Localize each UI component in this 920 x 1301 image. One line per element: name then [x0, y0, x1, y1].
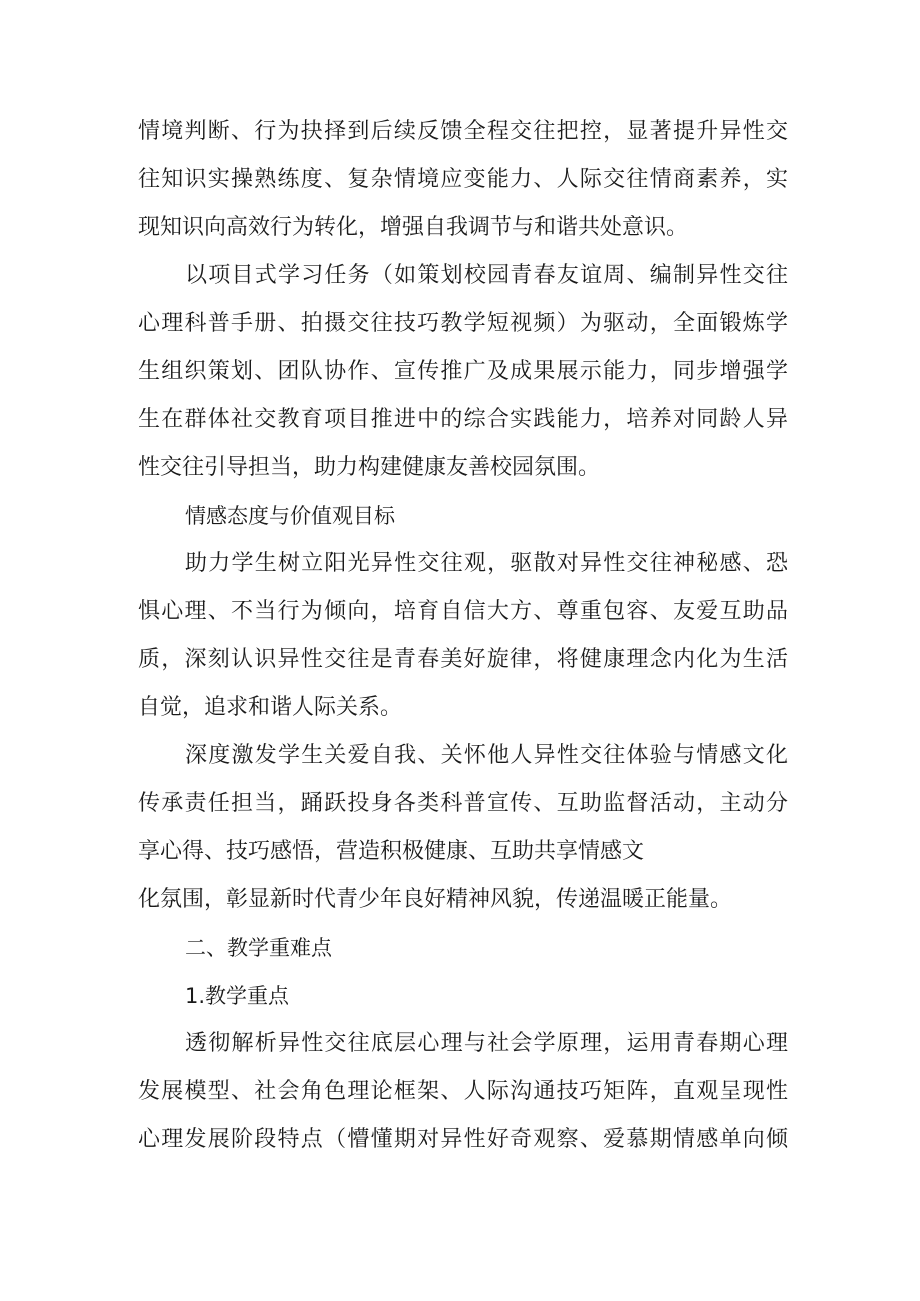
text-line: 现知识向高效行为转化，增强自我调节与和谐共处意识。 — [138, 215, 689, 240]
text-line: 生组织策划、团队协作、宣传推广及成果展示能力，同步增强学 — [138, 359, 788, 384]
text-line: 心理科普手册、拍摄交往技巧教学短视频）为驱动，全面锻炼学 — [138, 311, 788, 336]
document-body — [138, 108, 788, 1164]
paragraph-first-line: 透彻解析异性交往底层心理与社会学原理，运用青春期心理 — [185, 1031, 788, 1056]
text-line: 发展模型、社会角色理论框架、人际沟通技巧矩阵，直观呈现性 — [138, 1079, 788, 1104]
paragraph-first-line: 助力学生树立阳光异性交往观，驱散对异性交往神秘感、恐 — [185, 551, 788, 576]
section-heading: 二、教学重难点 — [185, 936, 332, 960]
text-line: 往知识实操熟练度、复杂情境应变能力、人际交往情商素养，实 — [138, 167, 788, 192]
paragraph-first-line: 深度激发学生关爱自我、关怀他人异性交往体验与情感文化 — [185, 743, 788, 768]
text-line: 性交往引导担当，助力构建健康友善校园氛围。 — [138, 455, 601, 480]
text-line: 情境判断、行为抉择到后续反馈全程交往把控，显著提升异性交 — [138, 119, 788, 144]
subsection-heading: 1.教学重点 — [185, 984, 290, 1008]
text-line: 惧心理、不当行为倾向，培育自信大方、尊重包容、友爱互助品 — [138, 599, 788, 624]
text-line: 自觉，追求和谐人际关系。 — [138, 695, 403, 720]
text-line: 质，深刻认识异性交往是青春美好旋律，将健康理念内化为生活 — [138, 647, 788, 672]
text-line: 传承责任担当，踊跃投身各类科普宣传、互助监督活动，主动分 — [138, 791, 788, 816]
text-line: 享心得、技巧感悟，营造积极健康、互助共享情感文 — [138, 839, 645, 864]
text-line: 心理发展阶段特点（懵懂期对异性好奇观察、爱慕期情感单向倾 — [138, 1127, 788, 1152]
text-line: 化氛围，彰显新时代青少年良好精神风貌，传递温暖正能量。 — [138, 887, 733, 912]
section-heading: 情感态度与价值观目标 — [185, 504, 395, 528]
text-line: 生在群体社交教育项目推进中的综合实践能力，培养对同龄人异 — [138, 407, 788, 432]
paragraph-first-line: 以项目式学习任务（如策划校园青春友谊周、编制异性交往 — [185, 263, 788, 288]
